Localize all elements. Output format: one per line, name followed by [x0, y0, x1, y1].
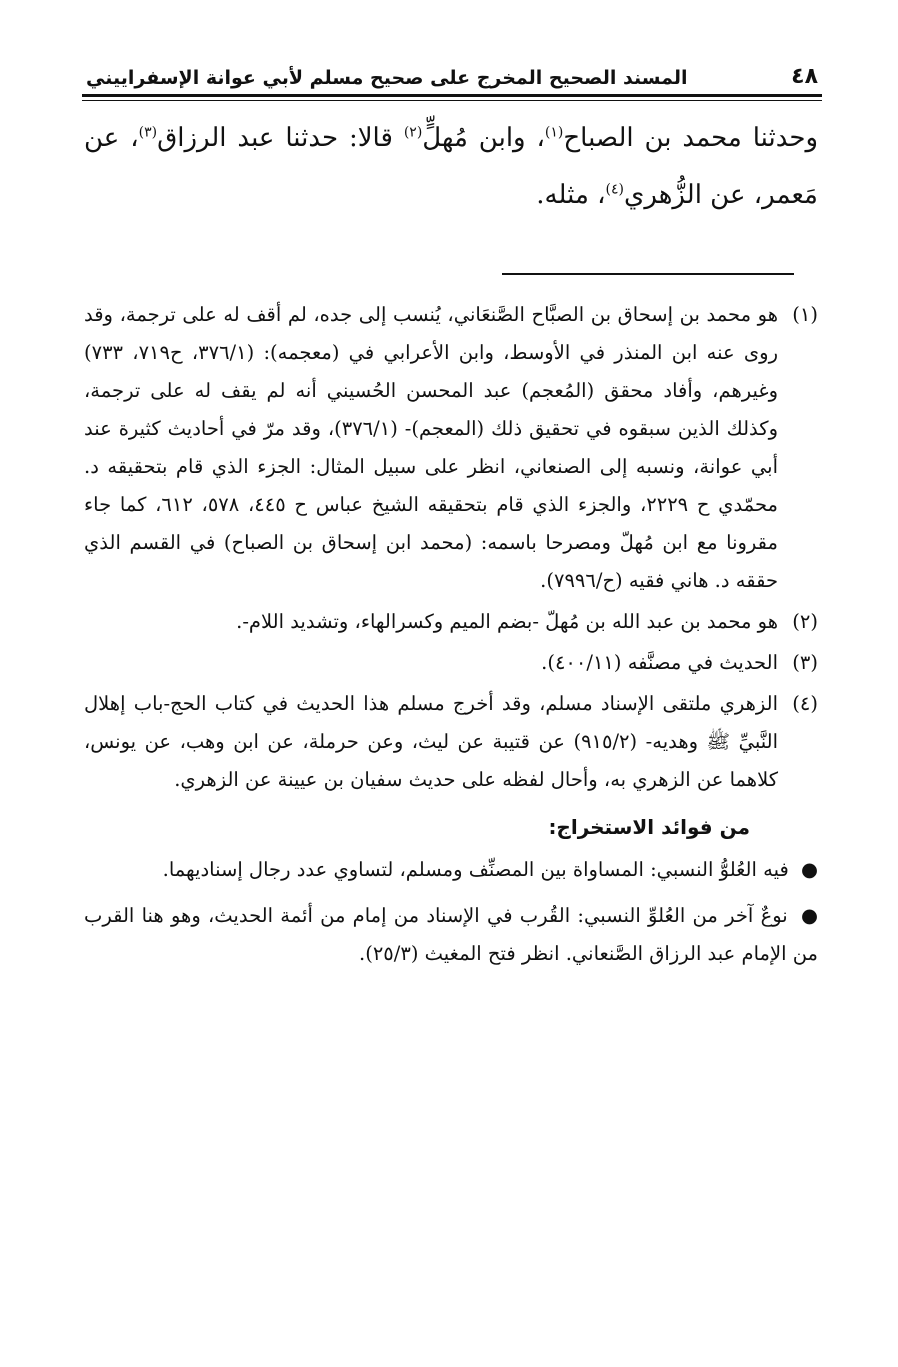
footnote — [84, 296, 818, 600]
bullet-icon: ● — [800, 858, 818, 881]
footnote-ref[interactable]: (١) — [544, 124, 564, 141]
footnote-number: (٤) — [792, 692, 818, 715]
footnote-number: (٢) — [792, 610, 818, 633]
page-number: ٤٨ — [791, 64, 818, 89]
text-segment: قالا: حدثنا عبد الرزاق — [157, 123, 404, 153]
header-rule-thick — [82, 94, 822, 97]
footnotes — [84, 296, 818, 981]
hadith-paragraph — [84, 110, 818, 224]
text-segment: ، مثله. — [536, 180, 606, 210]
footnote-ref[interactable]: (٤) — [605, 181, 625, 198]
footnote-ref[interactable]: (٣) — [138, 124, 158, 141]
footnote-ref[interactable]: (٢) — [403, 124, 423, 141]
footnote-text: هو محمد بن عبد الله بن مُهلّ -بضم الميم وكسرالهاء، وتشديد اللام-. — [236, 610, 778, 633]
header-rule-thin — [82, 100, 822, 101]
benefit-text: نوعٌ آخر من العُلوِّ النسبي: القُرب في الإسناد من إمام من أئمة الحديث، وهو هنا القرب من الإمام عبد الرزاق الصَّنعاني. انظر فتح المغيث (٢٥/٣). — [84, 904, 818, 965]
text-segment: ، عن مَعمر، عن الزُّهري — [84, 123, 818, 210]
book-title: المسند الصحيح المخرج على صحيح مسلم لأبي عوانة الإسفراييني — [86, 67, 688, 89]
footnote-separator — [502, 273, 794, 275]
footnote-text: الحديث في مصنَّفه (٤٠٠/١١). — [541, 651, 778, 674]
benefit-item — [84, 897, 818, 973]
footnote — [84, 685, 818, 799]
benefit-text: فيه العُلوُّ النسبي: المساواة بين المصنِّف ومسلم، لتساوي عدد رجال إسناديهما. — [162, 858, 789, 881]
bullet-icon: ● — [800, 904, 818, 927]
text-segment: ، وابن مُهلٍّ — [422, 123, 545, 153]
running-header — [86, 56, 818, 92]
benefits-heading: من فوائد الاستخراج: — [548, 815, 750, 839]
footnote-number: (١) — [792, 303, 818, 326]
hadith-text — [84, 110, 818, 224]
footnote-text: هو محمد بن إسحاق بن الصبَّاح الصَّنعَاني، يُنسب إلى جده، لم أقف له على ترجمة، وقد روى عنه ابن المنذر في الأوسط، وابن الأعرابي في (معجمه): (٣٧٦/١، ح٧١٩، ٧٣٣) وغيرهم، وأفاد محقق (المُعجم) عبد المحسن الحُسيني أنه لم يقف له على ترجمة، وكذلك الذين سبقوه في تحقيق ذلك (المعجم)- (٣٧٦/١)، وقد مرّ في أحاديث كثيرة عند أبي عوانة، ونسبه إلى الصنعاني، انظر على سبيل المثال: الجزء الذي قام بتحقيقه د. محمّدي ح ٢٢٢٩، والجزء الذي قام بتحقيقه الشيخ عباس ح ٤٤٥، ٥٧٨، ٦١٢، كما جاء مقرونا مع ابن مُهلّ ومصرحا باسمه: (محمد ابن إسحاق بن الصباح) في القسم الذي حققه د. هاني فقيه (ح/٧٩٩٦). — [84, 303, 778, 592]
text-segment: وحدثنا محمد بن الصباح — [563, 123, 819, 153]
benefit-item — [84, 851, 818, 889]
footnote-number: (٣) — [792, 651, 818, 674]
footnote — [84, 644, 818, 682]
footnote-text: الزهري ملتقى الإسناد مسلم، وقد أخرج مسلم هذا الحديث في كتاب الحج-باب إهلال النَّبيِّ ﷺ وهديه- (٩١٥/٢) عن قتيبة عن ليث، وعن حرملة، عن ابن وهب، عن يونس، كلاهما عن الزهري به، وأحال لفظه على حديث سفيان بن عيينة عن الزهري. — [84, 692, 778, 791]
footnote — [84, 603, 818, 641]
